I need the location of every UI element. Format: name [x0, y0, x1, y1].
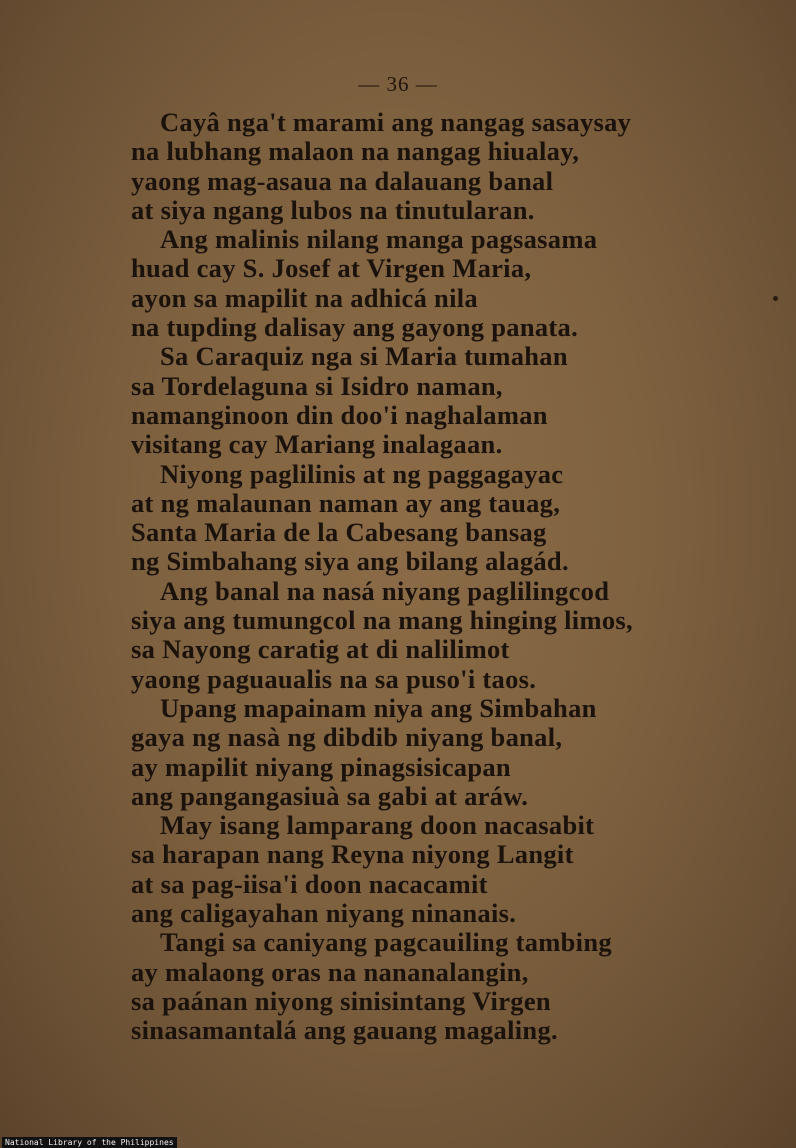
- poem-line: sa paánan niyong sinisintang Virgen: [131, 985, 551, 1016]
- poem-line: namanginoon din doo'i naghalaman: [131, 399, 548, 430]
- poem-line: ng Simbahang siya ang bilang alagád.: [131, 546, 569, 577]
- poem-line: May isang lamparang doon nacasabit: [160, 810, 595, 841]
- ink-speck: [773, 296, 778, 301]
- poem-line: visitang cay Mariang inalagaan.: [131, 429, 503, 460]
- poem-line: sa harapan nang Reyna niyong Langit: [131, 839, 574, 870]
- poem-line: na tupding dalisay ang gayong panata.: [131, 312, 579, 343]
- poem-line: sa Nayong caratig at di nalilimot: [131, 634, 510, 665]
- poem-line: at siya ngang lubos na tinutularan.: [131, 194, 535, 225]
- poem-line: Ang banal na nasá niyang paglilingcod: [160, 575, 610, 606]
- poem-line: ang pangangasiuà sa gabi at aráw.: [131, 780, 529, 811]
- poem-line: gaya ng nasà ng dibdib niyang banal,: [131, 722, 563, 753]
- poem-line: siya ang tumungcol na mang hinging limos,: [131, 605, 633, 636]
- poem-line: Santa Maria de la Cabesang bansag: [131, 517, 547, 548]
- poem-line: yaong mag-asaua na dalauang banal: [131, 165, 554, 196]
- poem-line: Cayâ nga't marami ang nangag sasaysay: [160, 107, 632, 137]
- poem-line: ay mapilit niyang pinagsisicapan: [131, 751, 511, 782]
- poem-line: sinasamantalá ang gauang magaling.: [131, 1015, 558, 1046]
- poem-line: Sa Caraquiz nga si Maria tumahan: [160, 341, 568, 372]
- poem-line: na lubhang malaon na nangag hiualay,: [131, 136, 580, 167]
- page-number: — 36 —: [358, 72, 438, 96]
- poem-line: sa Tordelaguna si Isidro naman,: [131, 370, 503, 401]
- poem-line: at sa pag-iisa'i doon nacacamit: [131, 868, 488, 899]
- poem-line: Tangi sa caniyang pagcauiling tambing: [160, 927, 612, 958]
- poem-line: huad cay S. Josef at Virgen Maria,: [131, 253, 532, 284]
- poem-line: Ang malinis nilang manga pagsasama: [160, 224, 598, 255]
- footer-credit: National Library of the Philippines: [2, 1137, 177, 1148]
- poem-text: [131, 108, 751, 1046]
- poem-line: ang caligayahan niyang ninanais.: [131, 898, 517, 929]
- poem-line: ay malaong oras na nananalangin,: [131, 956, 529, 987]
- poem-line: Niyong paglilinis at ng paggagayac: [160, 458, 564, 489]
- poem-line: at ng malaunan naman ay ang tauag,: [131, 487, 561, 518]
- poem-line: ayon sa mapilit na adhicá nila: [131, 282, 478, 313]
- poem-line: Upang mapainam niya ang Simbahan: [160, 692, 597, 723]
- poem-line: yaong paguaualis na sa puso'i taos.: [131, 663, 537, 694]
